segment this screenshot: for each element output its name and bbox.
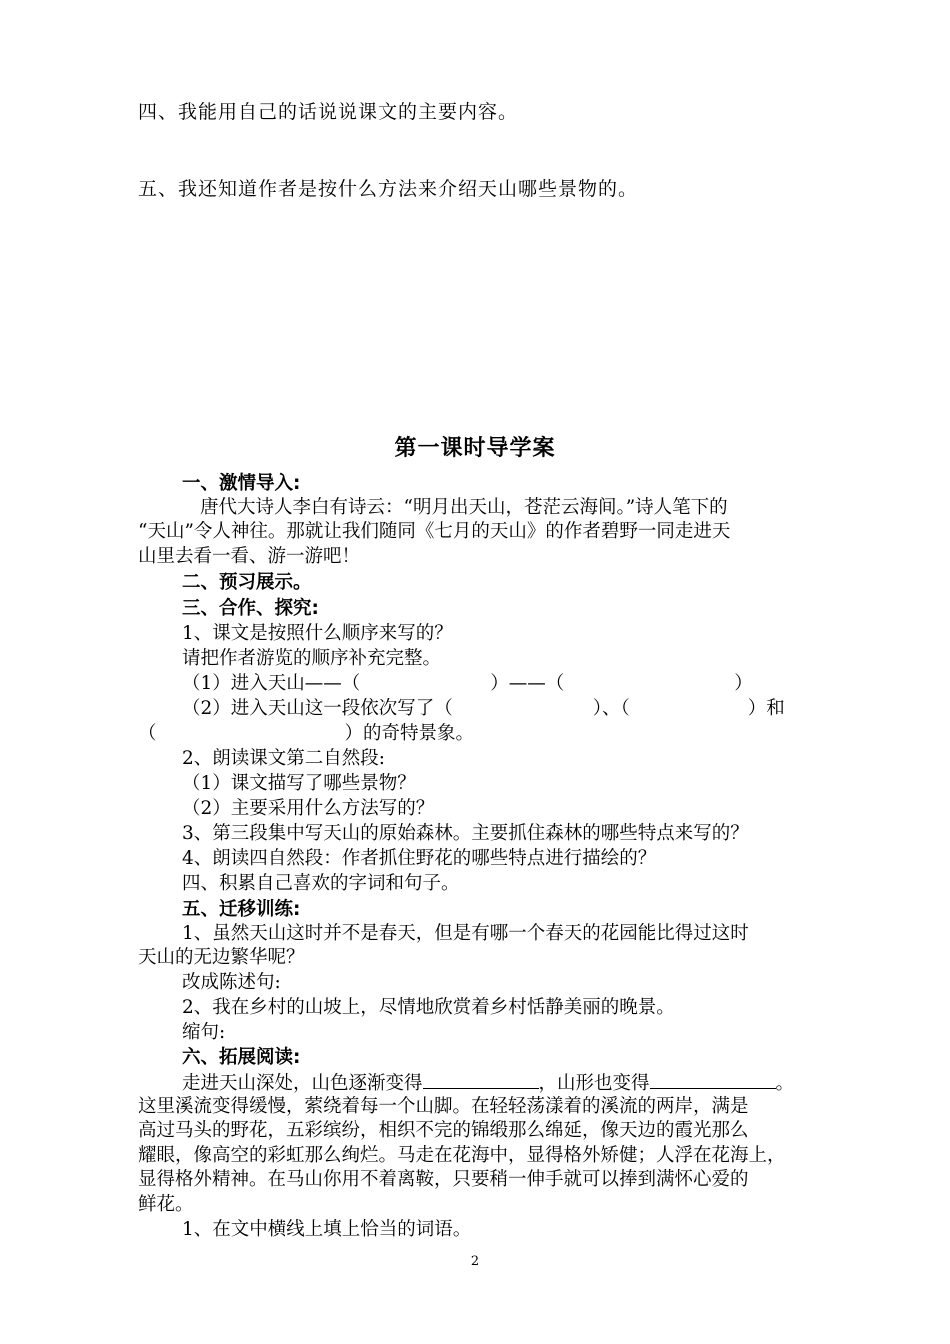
fill-text: ） [734, 673, 753, 694]
reading-text: 。 [775, 1073, 795, 1094]
section-heading-explore: 三、合作、探究: [182, 598, 319, 619]
fill-text: （1）进入天山——（ [182, 673, 361, 694]
explore-question: 3、第三段集中写天山的原始森林。主要抓住森林的哪些特点来写的？ [182, 823, 749, 844]
practice-line: 1、虽然天山这时并不是春天，但是有哪一个春天的花园能比得过这时 [182, 923, 749, 944]
answer-blank[interactable] [650, 1070, 776, 1089]
question-five: 五、我还知道作者是按什么方法来介绍天山哪些景物的。 [138, 178, 639, 200]
question-four: 四、我能用自己的话说说课文的主要内容。 [138, 101, 519, 123]
reading-question: 1、在文中横线上填上恰当的词语。 [182, 1219, 472, 1240]
section-heading-practice: 五、迁移训练: [182, 899, 301, 920]
fill-text: （ [138, 723, 157, 744]
reading-line: 耀眼，像高空的彩虹那么绚烂。马走在花海中，显得格外矫健；人浮在花海上， [138, 1145, 786, 1166]
reading-line: 高过马头的野花，五彩缤纷，相织不完的锦缎那么绵延，像天边的霞光那么 [138, 1120, 749, 1141]
explore-question: 4、朗读四自然段：作者抓住野花的哪些特点进行描绘的？ [182, 848, 657, 869]
fill-in-line [182, 672, 753, 696]
explore-subquestion: （1）课文描写了哪些景物？ [182, 773, 416, 794]
explore-subquestion: （2）主要采用什么方法写的？ [182, 798, 435, 819]
reading-line: 这里溪流变得缓慢，萦绕着每一个山脚。在轻轻荡漾着的溪流的两岸，满是 [138, 1096, 749, 1117]
explore-question: 2、朗读课文第二自然段: [182, 748, 386, 769]
reading-line: 显得格外精神。在马山你用不着离鞍，只要稍一伸手就可以捧到满怀心爱的 [138, 1169, 749, 1190]
answer-blank[interactable] [423, 1070, 539, 1089]
explore-instruction: 请把作者游览的顺序补充完整。 [182, 648, 442, 669]
practice-line: 天山的无边繁华呢？ [138, 947, 305, 968]
reading-line [182, 1070, 794, 1096]
intro-paragraph-line: 唐代大诗人李白有诗云：“明月出天山，苍茫云海间。”诗人笔下的 [200, 497, 728, 518]
practice-line: 改成陈述句: [182, 972, 281, 993]
intro-paragraph-line: 山里去看一看、游一游吧！ [138, 546, 361, 567]
explore-question: 1、课文是按照什么顺序来写的？ [182, 623, 453, 644]
fill-text: （2）进入天山这一段依次写了（ [182, 698, 453, 719]
intro-paragraph-line: “天山”令人神往。那就让我们随同《七月的天山》的作者碧野一同走进天 [138, 521, 731, 542]
practice-line: 2、我在乡村的山坡上，尽情地欣赏着乡村恬静美丽的晚景。 [182, 997, 675, 1018]
explore-question: 四、积累自己喜欢的字词和句子。 [182, 873, 460, 894]
fill-in-line [182, 697, 785, 721]
fill-text: ）、（ [592, 698, 630, 719]
section-heading-intro: 一、激情导入: [182, 473, 301, 494]
page-title: 第一课时导学案 [394, 436, 556, 461]
page-number: 2 [470, 1254, 480, 1269]
reading-line: 鲜花。 [138, 1194, 194, 1215]
reading-text: 走进天山深处，山色逐渐变得 [182, 1073, 423, 1094]
section-heading-preview: 二、预习展示。 [182, 572, 312, 593]
fill-text: ）的奇特景象。 [344, 723, 475, 744]
fill-text: ）和 [747, 698, 785, 719]
fill-in-line [138, 722, 474, 746]
section-heading-reading: 六、拓展阅读: [182, 1047, 301, 1068]
practice-line: 缩句: [182, 1022, 226, 1043]
reading-text: ，山形也变得 [538, 1073, 650, 1094]
fill-text: ）——（ [490, 673, 565, 694]
